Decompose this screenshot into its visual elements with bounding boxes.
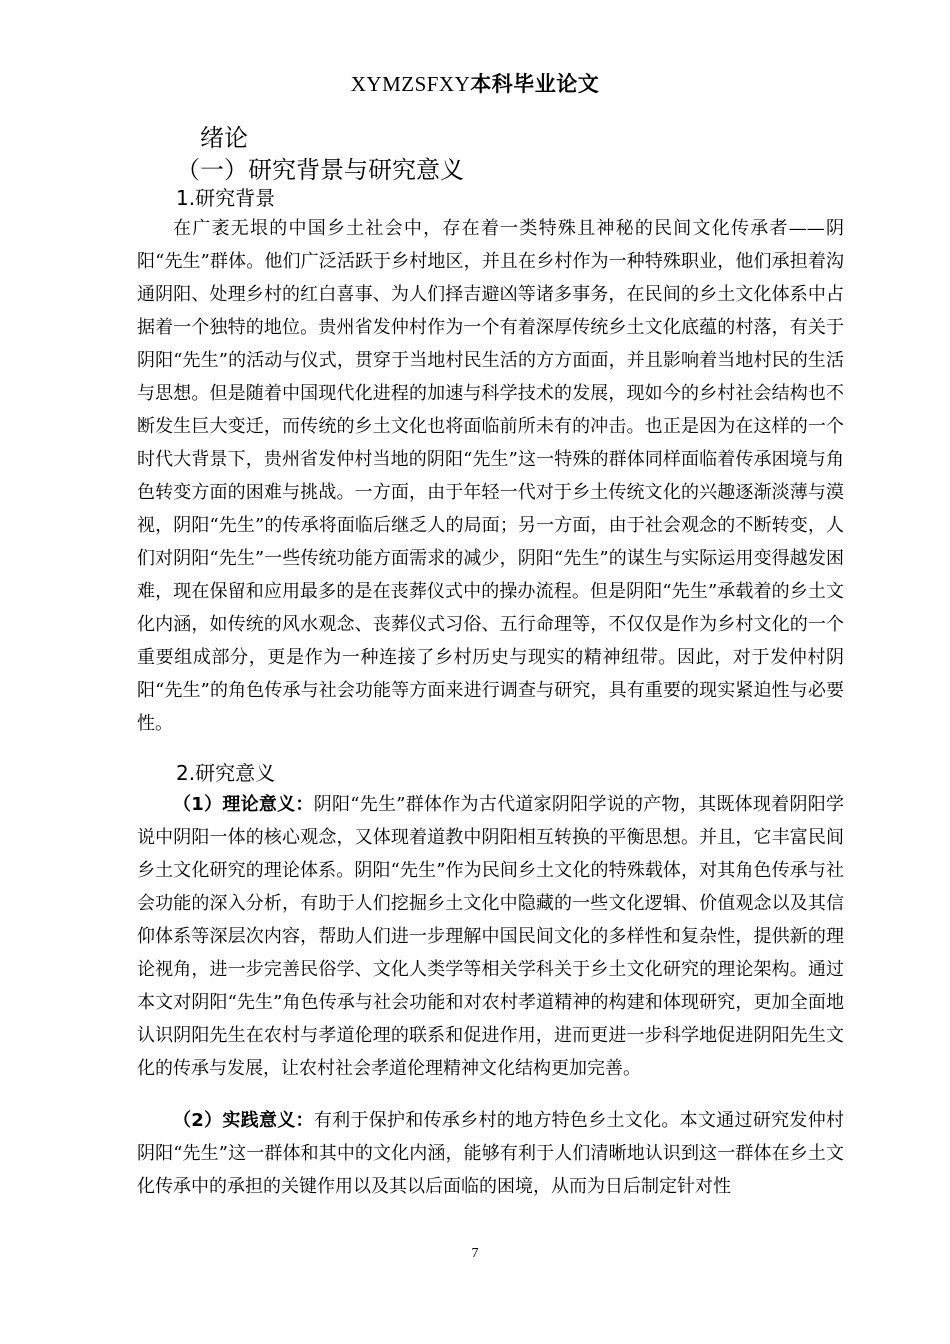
section-heading: （一）研究背景与研究意义: [176, 156, 464, 184]
paragraph-theoretical-significance: [137, 788, 844, 1085]
practical-significance-text: 有利于保护和传承乡村的地方特色乡土文化。本文通过研究发仲村阴阳“先生”这一群体和其中的文化内涵，能够有利于人们清晰地认识到这一群体在乡土文化传承中的承担的关键作用以及其以后面临的困境，从而为日后制定针对性: [137, 1110, 844, 1197]
chapter-title: 绪论: [200, 124, 248, 152]
page-number: 7: [471, 1246, 479, 1261]
paragraph-practical-significance: [137, 1104, 844, 1203]
header-school-code: XYMZSFXY: [350, 72, 471, 96]
theoretical-significance-text: 阴阳“先生”群体作为古代道家阴阳学说的产物，其既体现着阴阳学说中阴阳一体的核心观念，又体现着道教中阴阳相互转换的平衡思想。并且，它丰富民间乡土文化研究的理论体系。阴阳“先生”作为民间乡土文化的特殊载体，对其角色传承与社会功能的深入分析，有助于人们挖掘乡土文化中隐藏的一些文化逻辑、价值观念以及其信仰体系等深层次内容，帮助人们进一步理解中国民间文化的多样性和复杂性，提供新的理论视角，进一步完善民俗学、文化人类学等相关学科关于乡土文化研究的理论架构。通过本文对阴阳“先生”角色传承与社会功能和对农村孝道精神的构建和体现研究，更加全面地认识阴阳先生在农村与孝道伦理的联系和促进作用，进而更进一步科学地促进阴阳先生文化的传承与发展，让农村社会孝道伦理精神文化结构更加完善。: [137, 794, 844, 1079]
theoretical-significance-label: （1）理论意义：: [173, 794, 314, 815]
paragraph-background: 在广袤无垠的中国乡土社会中，存在着一类特殊且神秘的民间文化传承者——阴阳“先生”群体。他们广泛活跃于乡村地区，并且在乡村作为一种特殊职业，他们承担着沟通阴阳、处理乡村的红白喜事、为人们择吉避凶等诸多事务，在民间的乡土文化体系中占据着一个独特的地位。贵州省发仲村作为一个有着深厚传统乡土文化底蕴的村落，有关于阴阳“先生”的活动与仪式，贯穿于当地村民生活的方方面面，并且影响着当地村民的生活与思想。但是随着中国现代化进程的加速与科学技术的发展，现如今的乡村社会结构也不断发生巨大变迁，而传统的乡土文化也将面临前所未有的冲击。也正是因为在这样的一个时代大背景下，贵州省发仲村当地的阴阳“先生”这一特殊的群体同样面临着传承困境与角色转变方面的困难与挑战。一方面，由于年轻一代对于乡土传统文化的兴趣逐渐淡薄与漠视，阴阳“先生”的传承将面临后继乏人的局面；另一方面，由于社会观念的不断转变，人们对阴阳“先生”一些传统功能方面需求的减少，阴阳“先生”的谋生与实际运用变得越发困难，现在保留和应用最多的是在丧葬仪式中的操办流程。但是阴阳“先生”承载着的乡土文化内涵，如传统的风水观念、丧葬仪式习俗、五行命理等，不仅仅是作为乡村文化的一个重要组成部分，更是作为一种连接了乡村历史与现实的精神纽带。因此，对于发仲村阴阳“先生”的角色传承与社会功能等方面来进行调查与研究，具有重要的现实紧迫性与必要性。: [137, 218, 844, 734]
header-thesis-label: 本科毕业论文: [470, 72, 600, 96]
subsection-heading-significance: 2.研究意义: [176, 761, 276, 785]
practical-significance-label: （2）实践意义：: [173, 1110, 314, 1131]
subsection-heading-background: 1.研究背景: [176, 186, 276, 210]
running-header: [0, 68, 950, 98]
